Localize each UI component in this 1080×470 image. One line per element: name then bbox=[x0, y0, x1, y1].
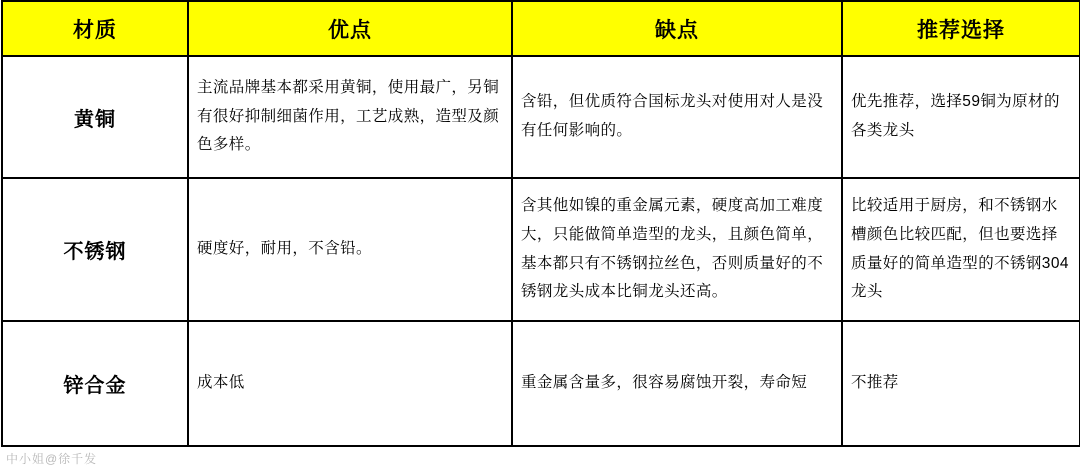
cell-recommendation: 优先推荐，选择59铜为原材的各类龙头 bbox=[842, 56, 1080, 178]
material-comparison-table bbox=[1, 0, 1080, 447]
watermark-text: 中小姐@徐千发 bbox=[6, 452, 98, 466]
column-header-recommendation: 推荐选择 bbox=[842, 1, 1080, 56]
table-row bbox=[2, 178, 1080, 321]
table-row bbox=[2, 56, 1080, 178]
cell-cons: 含其他如镍的重金属元素，硬度高加工难度大，只能做简单造型的龙头，且颜色简单，基本都只有不锈钢拉丝色，否则质量好的不锈钢龙头成本比铜龙头还高。 bbox=[512, 178, 842, 321]
cell-cons: 含铅，但优质符合国标龙头对使用对人是没有任何影响的。 bbox=[512, 56, 842, 178]
cell-material: 黄铜 bbox=[2, 56, 188, 178]
cell-pros: 成本低 bbox=[188, 321, 512, 446]
table-body bbox=[2, 56, 1080, 446]
table-row bbox=[2, 321, 1080, 446]
cell-recommendation: 比较适用于厨房，和不锈钢水槽颜色比较匹配，但也要选择质量好的简单造型的不锈钢304龙头 bbox=[842, 178, 1080, 321]
header-row bbox=[2, 1, 1080, 56]
column-header-cons: 缺点 bbox=[512, 1, 842, 56]
cell-cons: 重金属含量多，很容易腐蚀开裂，寿命短 bbox=[512, 321, 842, 446]
cell-material: 不锈钢 bbox=[2, 178, 188, 321]
cell-pros: 主流品牌基本都采用黄铜，使用最广，另铜有很好抑制细菌作用，工艺成熟，造型及颜色多样。 bbox=[188, 56, 512, 178]
cell-pros: 硬度好，耐用，不含铅。 bbox=[188, 178, 512, 321]
cell-recommendation: 不推荐 bbox=[842, 321, 1080, 446]
column-header-material: 材质 bbox=[2, 1, 188, 56]
cell-material: 锌合金 bbox=[2, 321, 188, 446]
column-header-pros: 优点 bbox=[188, 1, 512, 56]
table-header bbox=[2, 1, 1080, 56]
